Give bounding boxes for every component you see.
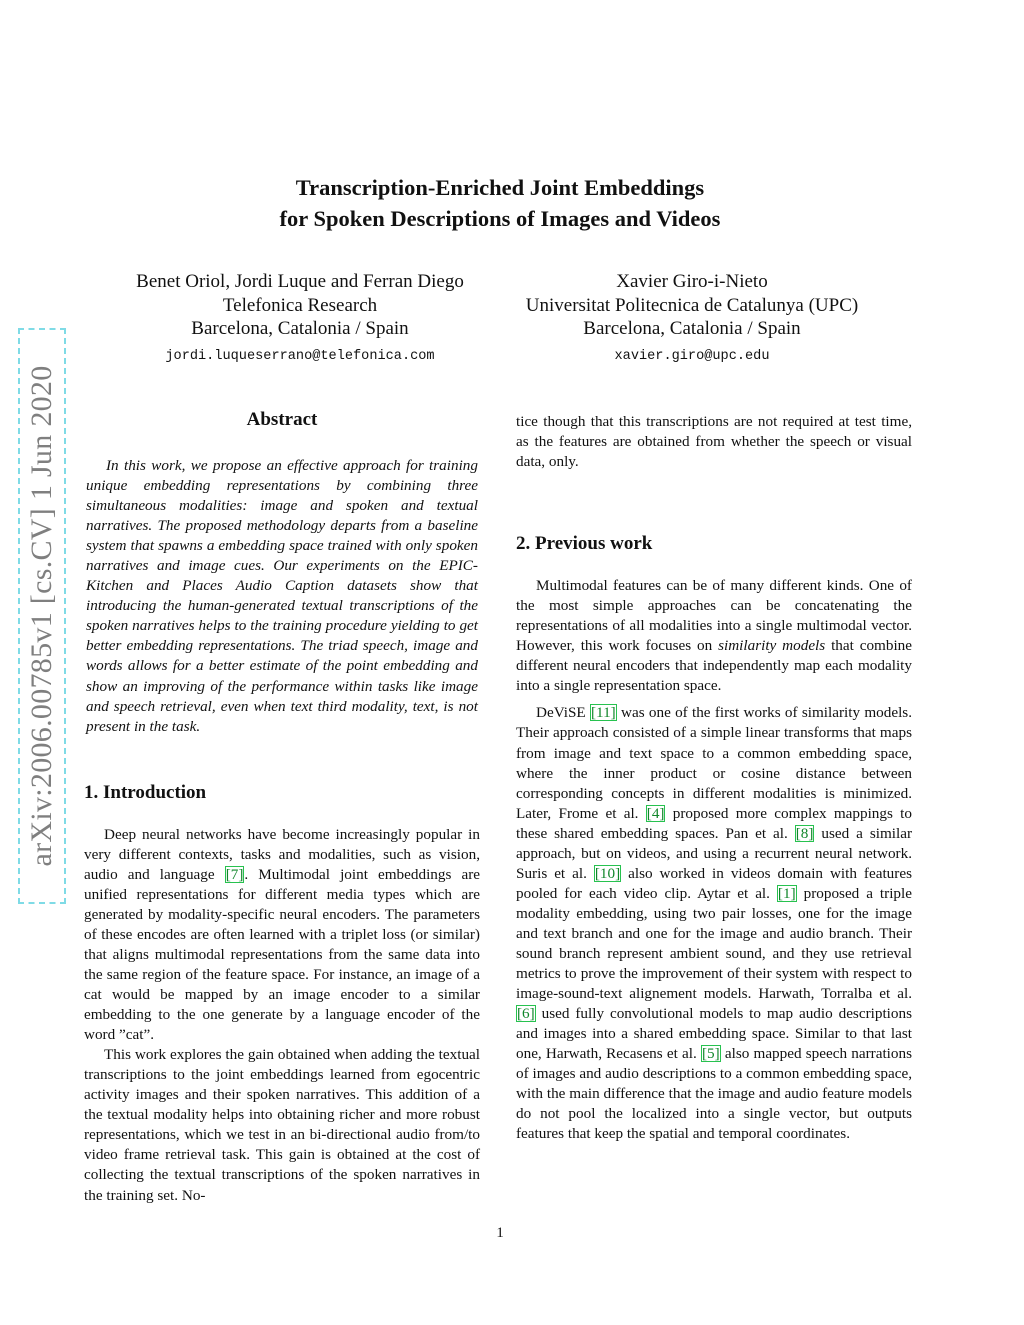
title-line-2: for Spoken Descriptions of Images and Videos: [279, 206, 721, 231]
author-affiliation: Telefonica Research: [222, 294, 378, 316]
author-email: jordi.luqueserrano@telefonica.com: [165, 348, 435, 364]
author-location: Barcelona, Catalonia / Spain: [583, 318, 801, 339]
arxiv-id: arXiv:2006.00785v1 [cs.CV] 1 Jun 2020: [25, 365, 58, 867]
author-location: Barcelona, Catalonia / Spain: [191, 318, 409, 339]
citation-link[interactable]: [6]: [517, 1005, 535, 1023]
page-number: 1: [496, 1224, 504, 1241]
citation-link[interactable]: [11]: [590, 704, 616, 722]
citation-link[interactable]: [5]: [701, 1045, 720, 1063]
author-affiliation: Universitat Politecnica de Catalunya (UPC): [525, 294, 859, 316]
citation-link[interactable]: [1]: [777, 884, 796, 902]
citation-link[interactable]: [7]: [225, 865, 244, 883]
paper-title: [150, 172, 850, 234]
arxiv-stamp: [18, 328, 66, 904]
author-block-2: [492, 270, 892, 368]
previous-paragraph-2: DeViSE [11] was one of the first works of similarity models. Their approach consisted of a simple linear transforms that maps from image and text space to a common embedding space, where the inner product or cosine distance between corresponding concepts in different modalities is minimized. Later, Frome et al. [4] proposed more complex mappings to these shared embedding spaces. Pan et al. [8] used a similar approach, but on videos, and using a recurrent neural network. Suris et al. [10] also worked in videos domain with features pooled for each video clip. Aytar et al. [1] proposed a triple modality embedding, using two pair losses, one for the image and text branch and one for the image and audio branch. Their sound branch represent ambient sound, and they use retrieval metrics to prove the improvement of their system with respect to image-sound-text alignement models. Harwath, Torralba et al. [6] used fully convolutional models to map audio descriptions and images into a shared embedding space. Similar to that last one, Harwath, Recasens et al. [5] also mapped speech narrations of images and audio descriptions to a common embedding space, with the main difference that the image and audio feature models do not pool the localized into a single vector, but outputs features that keep the spatial and temporal coordinates.: [516, 704, 913, 1143]
intro-paragraph-2-continued: tice though that this transcriptions are not required at test time, as the features are obtained from whether the speech or visual data, only.: [516, 413, 912, 471]
author-names: Xavier Giro-i-Nieto: [616, 271, 768, 292]
previous-work-heading: 2. Previous work: [516, 533, 653, 555]
citation-link[interactable]: [4]: [646, 804, 665, 822]
left-column: [84, 408, 480, 1206]
right-column: [516, 412, 912, 1144]
intro-paragraph-1: Deep neural networks have become increasingly popular in very different contexts, tasks and modalities, such as vision, audio and language [7]. Multimodal joint embeddings are unified representations for different media types which are generated by modality-specific neural encoders. The parameters of these encodes are often learned with a triplet loss (or similar) that aligns multimodal representations from the same data into the same region of the feature space. For instance, an image of a cat would be mapped by an image encoder to a similar embedding to the one generate by a language encoder of the word ”cat”.: [84, 825, 480, 1044]
title-line-1: Transcription-Enriched Joint Embeddings: [295, 175, 705, 200]
abstract-text: In this work, we propose an effective approach for training unique embedding representations by combining three simultaneous modalities: image and spoken and textual narratives. The proposed methodology departs from a baseline system that spawns a embedding space trained with only spoken narratives and image cues. Our experiments on the EPIC-Kitchen and Places Audio Caption datasets show that introducing the human-generated textual transcriptions of the spoken narratives helps to the training procedure yielding to get better embedding representations. The triad speech, image and words allows for a better estimate of the point embedding and show an improving of the performance within tasks like image and speech retrieval, even when text third modality, text, is not present in the task.: [86, 457, 478, 735]
author-email: xavier.giro@upc.edu: [614, 348, 770, 364]
intro-paragraph-2: This work explores the gain obtained when adding the textual transcriptions to the joint embeddings learned from egocentric activity images and their spoken narratives. This addition of a the textual modality helps into obtaining richer and more robust representations, which we test in an bi-directional audio from/to video frame retrieval task. This gain is obtained at the cost of collecting the textual transcriptions of the spoken narratives in the training set. No-: [84, 1046, 480, 1204]
citation-link[interactable]: [10]: [594, 864, 621, 882]
citation-link[interactable]: [8]: [795, 824, 814, 842]
intro-heading: 1. Introduction: [84, 781, 207, 803]
author-names: Benet Oriol, Jordi Luque and Ferran Diego: [136, 271, 464, 292]
author-block-1: [100, 270, 500, 368]
previous-paragraph-1: Multimodal features can be of many different kinds. One of the most simple approaches can be concatenating the representations of all modalities into a single multimodal vector. However, this work focuses on similarity models that combine different neural encoders that independently map each modality into a single representation space.: [516, 577, 913, 695]
abstract-heading: Abstract: [246, 409, 318, 430]
